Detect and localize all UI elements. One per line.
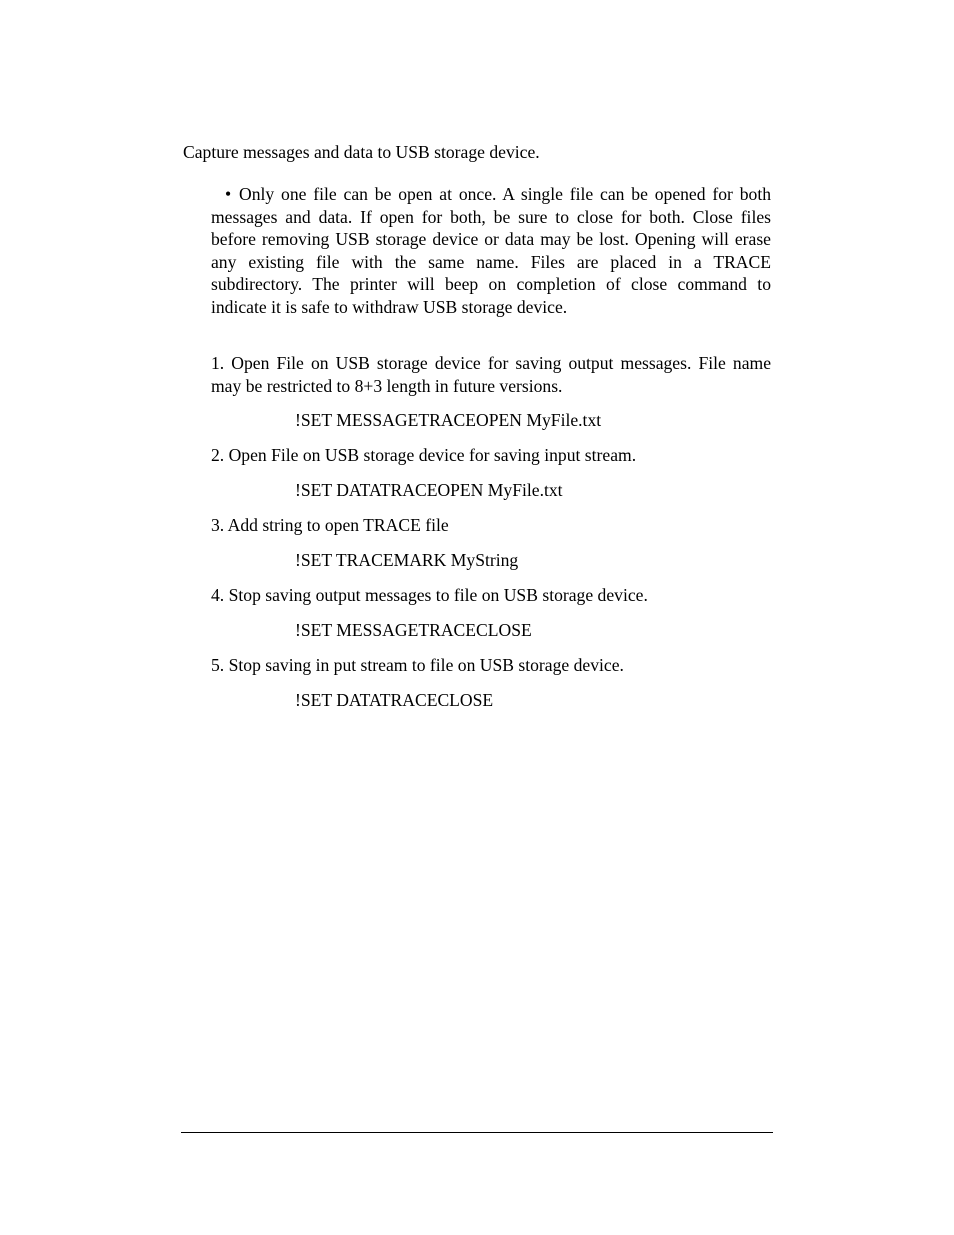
step-2-command: !SET DATATRACEOPEN MyFile.txt [295,480,563,500]
step-5-description: 5. Stop saving in put stream to file on USB storage device. [211,655,624,675]
step-5-command: !SET DATATRACECLOSE [295,690,494,710]
step-3-command: !SET TRACEMARK MyString [295,550,519,570]
step-2-description: 2. Open File on USB storage device for saving input stream. [211,445,637,465]
step-4-command: !SET MESSAGETRACECLOSE [295,620,532,640]
bullet-note-text: Only one file can be open at once. A single file can be opened for both messages and data. If open for both, be sure to close for both. Close files before removing USB storage device or data may be lost. Opening will erase any existing file with the same name. Files are placed in a TRACE subdirectory. The printer will beep on completion of close command to indicate it is safe to withdraw USB storage device. [211,184,771,317]
intro-paragraph: Capture messages and data to USB storage device. [183,142,540,162]
step-4-description: 4. Stop saving output messages to file on USB storage device. [211,585,648,605]
step-1-description: 1. Open File on USB storage device for saving output messages. File name may be restricted to 8+3 length in future versions. [211,353,771,396]
bullet-note [211,183,771,318]
bullet-dot-icon: • [225,184,232,204]
step-1-command: !SET MESSAGETRACEOPEN MyFile.txt [295,410,602,430]
footer-divider [181,1132,773,1133]
step-3-description: 3. Add string to open TRACE file [211,515,449,535]
